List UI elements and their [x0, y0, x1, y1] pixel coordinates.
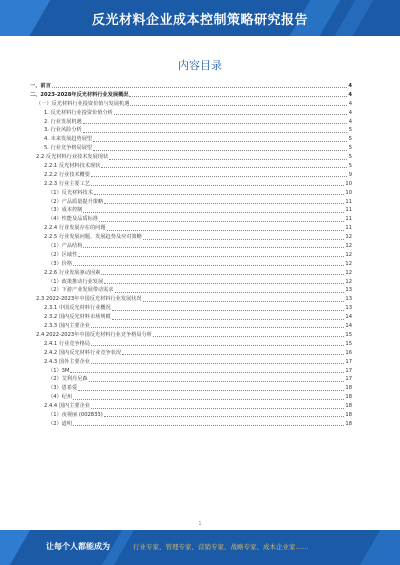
- document-title: 反光材料企业成本控制策略研究报告: [91, 13, 308, 28]
- page-number: 1: [198, 521, 202, 527]
- toc-entry-page: 11: [345, 225, 352, 232]
- toc-leader-dots: [73, 265, 344, 266]
- toc-leader-dots: [104, 416, 345, 417]
- toc-entry[interactable]: [30, 144, 352, 153]
- toc-entry-page: 14: [345, 314, 352, 321]
- toc-entry-page: 18: [345, 411, 352, 418]
- toc-leader-dots: [112, 310, 345, 311]
- toc-entry[interactable]: [30, 295, 352, 304]
- toc-entry[interactable]: [30, 349, 352, 358]
- toc-leader-dots: [122, 354, 344, 355]
- toc-entry[interactable]: [30, 269, 352, 278]
- toc-leader-dots: [91, 345, 344, 346]
- toc-entry-page: 4: [348, 91, 352, 98]
- toc-entry-page: 13: [345, 287, 352, 294]
- toc-entry-page: 5: [348, 145, 352, 152]
- toc-leader-dots: [52, 87, 347, 88]
- toc-entry-text: 2.2.2 行业技术概要: [44, 171, 90, 178]
- toc-leader-dots: [143, 301, 345, 302]
- toc-entry-page: 15: [345, 340, 352, 347]
- toc-entry-text: 二、2023-2028年反光材料行业发展概况: [30, 91, 129, 98]
- toc-entry[interactable]: [30, 322, 352, 331]
- toc-entry[interactable]: [30, 260, 352, 269]
- toc-entry-text: 一、前言: [30, 83, 51, 89]
- toc-entry[interactable]: [30, 278, 352, 287]
- toc-entry[interactable]: [30, 153, 352, 162]
- toc-entry[interactable]: [30, 340, 352, 349]
- toc-entry-page: 18: [345, 385, 352, 392]
- toc-entry-page: 17: [345, 376, 352, 383]
- toc-leader-dots: [83, 212, 344, 213]
- toc-entry-text: 2.3.1 中国反光材料行业概况: [44, 305, 111, 312]
- toc-entry[interactable]: [30, 135, 352, 144]
- toc-entry-page: 18: [345, 394, 352, 401]
- toc-entry-page: 10: [345, 189, 352, 196]
- toc-entry[interactable]: [30, 331, 352, 340]
- toc-entry-page: 5: [348, 127, 352, 134]
- toc-leader-dots: [101, 274, 344, 275]
- toc-entry-text: （3）恩希爱: [48, 385, 78, 392]
- toc-entry-text: 2.4.1 行业竞争格局: [44, 340, 90, 347]
- toc-entry-text: 2.2.5 行业发展问题、发展趋势及应对策略: [44, 234, 142, 241]
- toc-leader-dots: [83, 132, 347, 133]
- toc-entry[interactable]: [30, 375, 352, 384]
- toc-entry-text: （4）性能及品质标准: [48, 216, 98, 223]
- toc-entry-page: 12: [345, 251, 352, 258]
- toc-entry-page: 17: [345, 367, 352, 374]
- toc-entry-text: （3）成本控制: [48, 207, 83, 214]
- toc-entry-page: 4: [348, 118, 352, 125]
- toc-leader-dots: [130, 105, 347, 106]
- toc-leader-dots: [115, 292, 345, 293]
- toc-leader-dots: [109, 159, 347, 160]
- toc-leader-dots: [107, 230, 345, 231]
- toc-entry-text: （1）3M: [48, 367, 70, 374]
- toc-entry[interactable]: [30, 100, 352, 109]
- footer-slogan: 让每个人都能成为: [46, 542, 110, 551]
- toc-leader-dots: [114, 114, 347, 115]
- toc-leader-dots: [112, 319, 345, 320]
- toc-entry[interactable]: [30, 384, 352, 393]
- toc-leader-dots: [129, 96, 347, 97]
- toc-leader-dots: [70, 372, 344, 373]
- toc-entry-text: （2）下游产业发展带动需求: [48, 287, 114, 294]
- toc-leader-dots: [91, 176, 347, 177]
- toc-entry-page: 14: [345, 323, 352, 330]
- toc-leader-dots: [78, 256, 344, 257]
- toc-leader-dots: [73, 399, 344, 400]
- toc-entry-text: 2.2.6 行业发展驱动因素: [44, 269, 101, 276]
- toc-entry-page: 12: [345, 269, 352, 276]
- toc-entry-page: 12: [345, 243, 352, 250]
- toc-entry-page: 18: [345, 403, 352, 410]
- toc-entry[interactable]: [30, 180, 352, 189]
- toc-leader-dots: [99, 221, 344, 222]
- toc-entry-text: （1）产品结构: [48, 243, 83, 250]
- toc-entry-text: 2.2.3 行业主要工艺: [44, 180, 90, 187]
- toc-entry-text: （2）艾利丹尼森: [48, 376, 88, 383]
- toc-entry-page: 10: [345, 180, 352, 187]
- toc-entry[interactable]: [30, 393, 352, 402]
- toc-leader-dots: [94, 194, 345, 195]
- toc-entry-page: 5: [348, 136, 352, 143]
- toc-entry-text: （1）反光材料技术: [48, 189, 93, 196]
- toc-entry-text: （4）纪州: [48, 394, 73, 401]
- footer-tagline: 行业专家、管理专家、营销专家、战略专家、成本企业家……: [133, 543, 309, 551]
- toc-leader-dots: [104, 283, 344, 284]
- toc-leader-dots: [91, 327, 344, 328]
- toc-entry-text: （2）道明: [48, 420, 73, 427]
- toc-leader-dots: [91, 363, 344, 364]
- toc-leader-dots: [89, 381, 345, 382]
- toc-entry[interactable]: [30, 224, 352, 233]
- toc-entry[interactable]: [30, 411, 352, 420]
- toc-entry-text: 2.2.1 反光材料技术现状: [44, 163, 101, 170]
- toc-entry[interactable]: [30, 420, 352, 429]
- toc-entry-page: 18: [345, 420, 352, 427]
- table-of-contents: [30, 82, 352, 429]
- toc-entry-page: 13: [345, 296, 352, 303]
- toc-entry-page: 11: [345, 207, 352, 214]
- toc-leader-dots: [91, 185, 344, 186]
- toc-entry-text: 5. 行业竞争格局展望: [44, 145, 93, 152]
- toc-entry-text: 2.2 反光材料行业技术发展现状: [36, 154, 109, 161]
- toc-entry-page: 9: [348, 171, 352, 178]
- toc-entry-page: 16: [345, 349, 352, 356]
- toc-entry-text: 2.4.3 国外主要企业: [44, 358, 90, 365]
- toc-leader-dots: [143, 239, 345, 240]
- toc-entry-page: 17: [345, 358, 352, 365]
- toc-entry-page: 4: [348, 83, 352, 89]
- toc-entry-page: 12: [345, 234, 352, 241]
- toc-entry[interactable]: [30, 215, 352, 224]
- toc-entry-text: （2）区域性: [48, 251, 78, 258]
- toc-entry-text: 4. 未来发展趋势展望: [44, 136, 93, 143]
- toc-entry-text: 2.4.2 国内反光材料行业竞争状况: [44, 349, 122, 356]
- toc-entry-text: 3. 行业风险分析: [44, 127, 82, 134]
- toc-entry-text: 2.3.3 国内主要企业: [44, 323, 90, 330]
- toc-entry[interactable]: [30, 206, 352, 215]
- toc-entry[interactable]: [30, 304, 352, 313]
- toc-leader-dots: [93, 150, 347, 151]
- toc-entry-page: 12: [345, 278, 352, 285]
- toc-heading: 内容目录: [178, 59, 222, 72]
- toc-entry-page: 11: [345, 216, 352, 223]
- toc-entry-page: 11: [345, 198, 352, 205]
- toc-entry[interactable]: [30, 91, 352, 100]
- toc-entry-text: 2.2.4 行业发展存在的问题: [44, 225, 106, 232]
- toc-entry[interactable]: [30, 118, 352, 127]
- toc-leader-dots: [101, 167, 347, 168]
- toc-entry-page: 13: [345, 305, 352, 312]
- toc-entry-text: （一）反光材料行业投资价值与发展机遇: [36, 100, 130, 107]
- toc-leader-dots: [78, 390, 344, 391]
- toc-entry[interactable]: [30, 198, 352, 207]
- toc-entry-text: 2. 行业发展机遇: [44, 118, 82, 125]
- toc-entry-text: 2.3 2022-2023年中国反光材料行业发展状况: [36, 296, 142, 303]
- toc-leader-dots: [153, 336, 344, 337]
- toc-entry[interactable]: [30, 286, 352, 295]
- page-header: [0, 0, 400, 36]
- page-footer: [0, 530, 400, 565]
- toc-entry[interactable]: [30, 367, 352, 376]
- toc-entry-text: 2.4.4 国内主要企业: [44, 403, 90, 410]
- toc-entry[interactable]: [30, 109, 352, 118]
- toc-entry-page: 4: [348, 100, 352, 107]
- toc-entry-page: 5: [348, 154, 352, 161]
- toc-entry[interactable]: [30, 162, 352, 171]
- toc-leader-dots: [104, 203, 344, 204]
- toc-entry-text: （3）价格: [48, 260, 73, 267]
- toc-leader-dots: [73, 425, 344, 426]
- toc-entry[interactable]: [30, 402, 352, 411]
- toc-entry[interactable]: [30, 82, 352, 91]
- toc-leader-dots: [93, 141, 347, 142]
- toc-entry[interactable]: [30, 171, 352, 180]
- toc-entry[interactable]: [30, 251, 352, 260]
- toc-entry-text: 2.4 2022-2023年中国反光材料行业竞争格局分析: [36, 331, 152, 338]
- toc-entry-text: （1）夜视丽 (002833): [48, 411, 103, 418]
- toc-entry[interactable]: [30, 189, 352, 198]
- toc-leader-dots: [91, 408, 344, 409]
- toc-entry[interactable]: [30, 126, 352, 135]
- toc-entry-text: 1. 反光材料行业投资价值分析: [44, 109, 113, 116]
- toc-entry-page: 15: [345, 331, 352, 338]
- toc-entry-text: （1）政策推动行业发展: [48, 278, 104, 285]
- toc-entry-page: 12: [345, 260, 352, 267]
- toc-entry-page: 5: [348, 163, 352, 170]
- toc-entry-text: 2.3.2 国内反光材料市场规模: [44, 314, 111, 321]
- toc-entry-text: （2）产品质量提升策略: [48, 198, 104, 205]
- toc-entry[interactable]: [30, 313, 352, 322]
- toc-leader-dots: [83, 247, 344, 248]
- toc-leader-dots: [83, 123, 347, 124]
- toc-entry[interactable]: [30, 233, 352, 242]
- toc-entry-page: 4: [348, 109, 352, 116]
- toc-entry[interactable]: [30, 242, 352, 251]
- toc-entry[interactable]: [30, 358, 352, 367]
